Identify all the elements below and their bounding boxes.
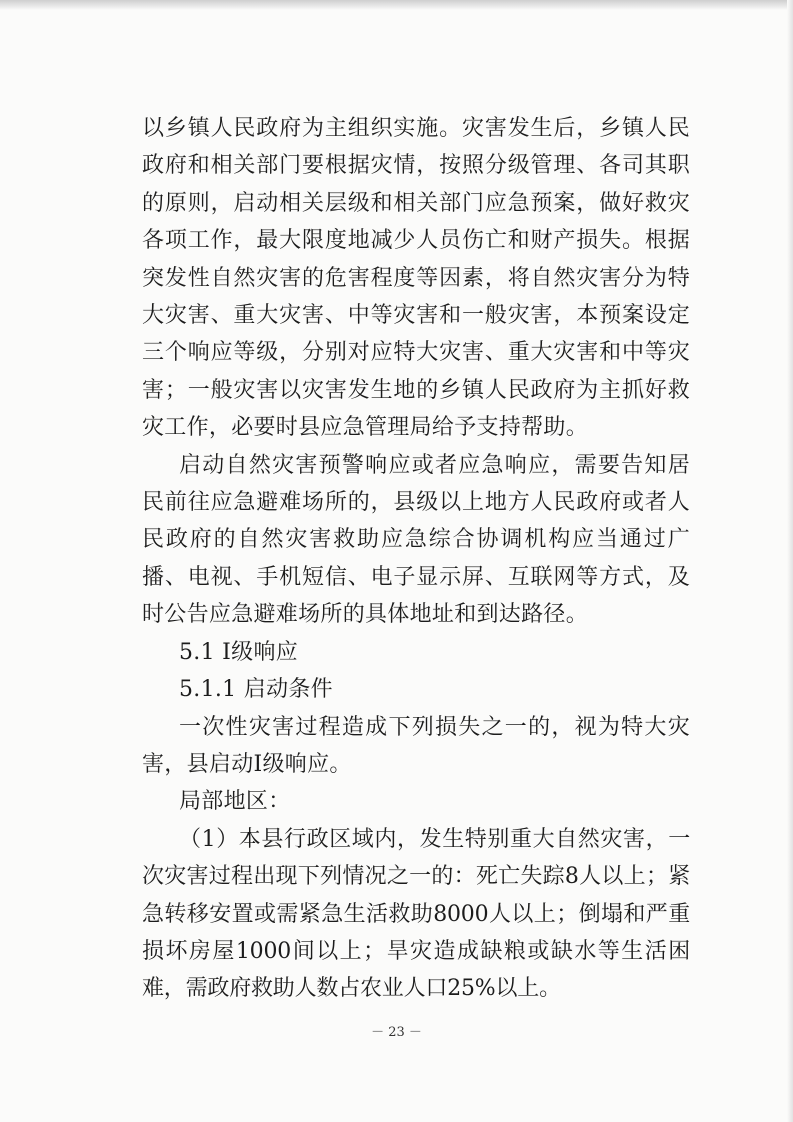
section-heading: 5.1 Ⅰ级响应 (179, 639, 299, 665)
scan-edge-top (0, 0, 793, 10)
criteria-item: （1）本县行政区域内，发生特别重大自然灾害，一次灾害过程出现下列情况之一的：死亡失踪8人以上；紧急转移安置或需紧急生活救助8000人以上；倒塌和严重损坏房屋1000间以上；旱灾造成缺粮或缺水等生活困难，需政府救助人数占农业人口25%以上。 (142, 826, 690, 1002)
scan-edge-right (787, 0, 793, 1122)
body-paragraph-evacuation-notice: 启动自然灾害预警响应或者应急响应，需要告知居民前往应急避难场所的，县级以上地方人民政府或者人民政府的自然灾害救助应急综合协调机构应当通过广播、电视、手机短信、电子显示屏、互联网等方式，及时公告应急避难场所的具体地址和到达路径。 (142, 452, 690, 628)
body-paragraph-continuation: 以乡镇人民政府为主组织实施。灾害发生后，乡镇人民政府和相关部门要根据灾情，按照分级管理、各司其职的原则，启动相关层级和相关部门应急预案，做好救灾各项工作，最大限度地减少人员伤亡和财产损失。根据突发性自然灾害的危害程度等因素，将自然灾害分为特大灾害、重大灾害、中等灾害和一般灾害，本预案设定三个响应等级，分别对应特大灾害、重大灾害和中等灾害；一般灾害以灾害发生地的乡镇人民政府为主抓好救灾工作，必要时县应急管理局给予支持帮助。 (142, 116, 690, 441)
subsection-heading: 5.1.1 启动条件 (179, 677, 333, 703)
condition-paragraph: 一次性灾害过程造成下列损失之一的，视为特大灾害，县启动Ⅰ级响应。 (142, 714, 690, 777)
document-body (142, 110, 690, 1008)
scope-label: 局部地区： (179, 789, 291, 815)
page-number: － 23 － (371, 1025, 422, 1040)
